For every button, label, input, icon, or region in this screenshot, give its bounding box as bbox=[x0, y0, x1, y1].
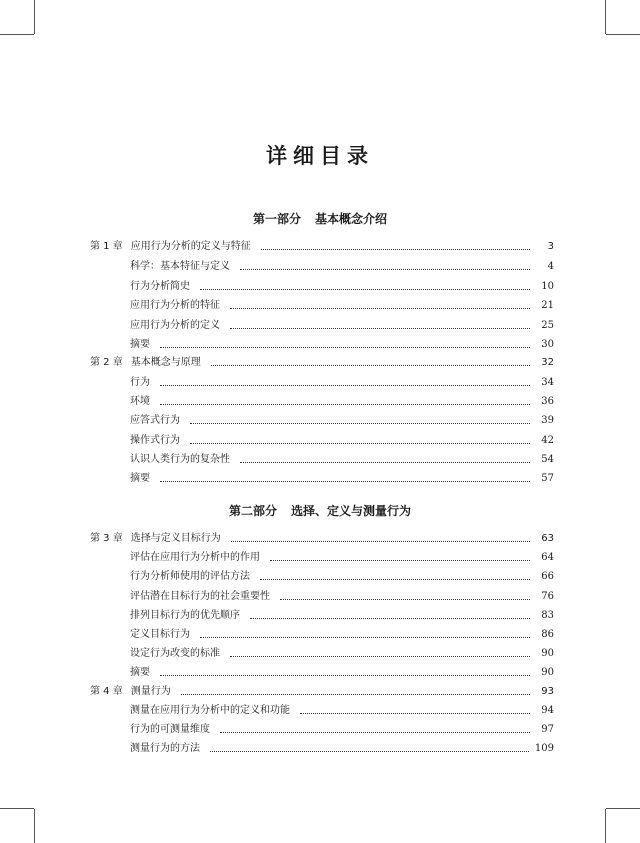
crop-mark bbox=[0, 808, 34, 809]
crop-mark bbox=[606, 34, 640, 35]
page-number: 30 bbox=[541, 339, 554, 350]
crop-mark bbox=[605, 0, 606, 34]
dot-leader bbox=[300, 712, 530, 714]
toc-chapter[interactable] bbox=[90, 527, 554, 545]
toc-section[interactable] bbox=[130, 699, 554, 717]
page-number: 25 bbox=[541, 320, 554, 331]
chapter-title: 测量行为 bbox=[130, 686, 171, 697]
dot-leader bbox=[230, 655, 530, 657]
section-title: 设定行为改变的标准 bbox=[130, 648, 220, 659]
section-title: 行为分析师使用的评估方法 bbox=[130, 571, 250, 582]
crop-mark bbox=[34, 0, 35, 34]
section-title: 应用行为分析的特征 bbox=[130, 300, 220, 311]
page-number: 90 bbox=[541, 667, 554, 678]
part-heading bbox=[0, 502, 640, 519]
part-name: 选择、定义与测量行为 bbox=[291, 504, 412, 518]
toc-section[interactable] bbox=[130, 448, 554, 466]
toc-chapter[interactable] bbox=[90, 351, 554, 369]
chapter-title: 基本概念与原理 bbox=[130, 357, 201, 368]
toc-chapter[interactable] bbox=[90, 235, 554, 253]
dot-leader bbox=[160, 674, 530, 676]
dot-leader bbox=[231, 540, 530, 542]
dot-leader bbox=[260, 578, 530, 580]
dot-leader bbox=[230, 307, 530, 309]
toc-section[interactable] bbox=[130, 333, 554, 351]
part-heading bbox=[0, 210, 640, 227]
toc-section[interactable] bbox=[130, 429, 554, 447]
dot-leader bbox=[160, 403, 530, 405]
chapter-number: 第 1 章 bbox=[90, 241, 123, 252]
crop-mark bbox=[605, 809, 606, 843]
toc-section[interactable] bbox=[130, 642, 554, 660]
section-title: 定义目标行为 bbox=[130, 629, 190, 640]
page-number: 21 bbox=[541, 300, 554, 311]
toc-section[interactable] bbox=[130, 546, 554, 564]
page-number: 34 bbox=[541, 377, 554, 388]
section-title: 评估潜在目标行为的社会重要性 bbox=[130, 591, 270, 602]
page-number: 109 bbox=[534, 743, 554, 754]
section-title: 测量行为的方法 bbox=[130, 743, 200, 754]
page-number: 93 bbox=[541, 686, 554, 697]
dot-leader bbox=[270, 559, 530, 561]
section-title: 评估在应用行为分析中的作用 bbox=[130, 552, 260, 563]
toc-section[interactable] bbox=[130, 737, 554, 755]
chapter-number: 第 3 章 bbox=[90, 533, 123, 544]
dot-leader bbox=[160, 480, 530, 482]
crop-mark bbox=[34, 809, 35, 843]
toc-section[interactable] bbox=[130, 275, 554, 293]
page-number: 76 bbox=[541, 591, 554, 602]
page-number: 4 bbox=[547, 261, 554, 272]
page-title: 详细目录 bbox=[266, 143, 374, 168]
chapter-number: 第 4 章 bbox=[90, 686, 123, 697]
dot-leader bbox=[211, 364, 530, 366]
dot-leader bbox=[280, 598, 530, 600]
dot-leader bbox=[250, 617, 530, 619]
page-number: 10 bbox=[541, 281, 554, 292]
page-number: 54 bbox=[541, 454, 554, 465]
page-number: 86 bbox=[541, 629, 554, 640]
section-title: 摘要 bbox=[130, 667, 150, 678]
dot-leader bbox=[181, 693, 530, 695]
section-title: 操作式行为 bbox=[130, 435, 180, 446]
section-title: 排列目标行为的优先顺序 bbox=[130, 610, 240, 621]
chapter-title: 选择与定义目标行为 bbox=[130, 533, 221, 544]
toc-section[interactable] bbox=[130, 255, 554, 273]
toc-chapter[interactable] bbox=[90, 680, 554, 698]
section-title: 环境 bbox=[130, 396, 150, 407]
chapter-title: 应用行为分析的定义与特征 bbox=[130, 241, 251, 252]
part-label: 第一部分 bbox=[252, 212, 301, 226]
dot-leader bbox=[240, 268, 530, 270]
toc-section[interactable] bbox=[130, 623, 554, 641]
toc-section[interactable] bbox=[130, 661, 554, 679]
toc-section[interactable] bbox=[130, 718, 554, 736]
toc-section[interactable] bbox=[130, 409, 554, 427]
toc-section[interactable] bbox=[130, 294, 554, 312]
page-number: 66 bbox=[541, 571, 554, 582]
page-number: 42 bbox=[541, 435, 554, 446]
toc-section[interactable] bbox=[130, 604, 554, 622]
page-number: 64 bbox=[541, 552, 554, 563]
section-title: 测量在应用行为分析中的定义和功能 bbox=[130, 705, 290, 716]
page-number: 3 bbox=[547, 241, 554, 252]
dot-leader bbox=[240, 461, 530, 463]
dot-leader bbox=[230, 327, 530, 329]
toc-section[interactable] bbox=[130, 371, 554, 389]
dot-leader bbox=[160, 384, 530, 386]
section-title: 行为分析简史 bbox=[130, 281, 190, 292]
page-number: 63 bbox=[541, 533, 554, 544]
dot-leader bbox=[200, 636, 530, 638]
dot-leader bbox=[190, 422, 530, 424]
dot-leader bbox=[190, 442, 530, 444]
section-title: 认识人类行为的复杂性 bbox=[130, 454, 230, 465]
section-title: 应答式行为 bbox=[130, 415, 180, 426]
dot-leader bbox=[220, 731, 530, 733]
toc-section[interactable] bbox=[130, 467, 554, 485]
part-label: 第二部分 bbox=[228, 504, 277, 518]
dot-leader bbox=[261, 248, 530, 250]
crop-mark bbox=[606, 808, 640, 809]
section-title: 行为 bbox=[130, 377, 150, 388]
page-number: 36 bbox=[541, 396, 554, 407]
toc-section[interactable] bbox=[130, 390, 554, 408]
dot-leader bbox=[200, 288, 530, 290]
section-title: 摘要 bbox=[130, 473, 150, 484]
section-title: 行为的可测量维度 bbox=[130, 724, 210, 735]
toc-section[interactable] bbox=[130, 565, 554, 583]
section-title: 摘要 bbox=[130, 339, 150, 350]
part-name: 基本概念介绍 bbox=[315, 212, 388, 226]
section-title: 应用行为分析的定义 bbox=[130, 320, 220, 331]
page-number: 39 bbox=[541, 415, 554, 426]
page-number: 57 bbox=[541, 473, 554, 484]
page-number: 32 bbox=[541, 357, 554, 368]
page-number: 94 bbox=[541, 705, 554, 716]
chapter-number: 第 2 章 bbox=[90, 357, 123, 368]
dot-leader bbox=[160, 346, 530, 348]
toc-section[interactable] bbox=[130, 314, 554, 332]
page-number: 83 bbox=[541, 610, 554, 621]
page-number: 90 bbox=[541, 648, 554, 659]
dot-leader bbox=[210, 750, 529, 752]
page-number: 97 bbox=[541, 724, 554, 735]
crop-mark bbox=[0, 34, 34, 35]
section-title: 科学：基本特征与定义 bbox=[130, 261, 230, 272]
toc-section[interactable] bbox=[130, 585, 554, 603]
